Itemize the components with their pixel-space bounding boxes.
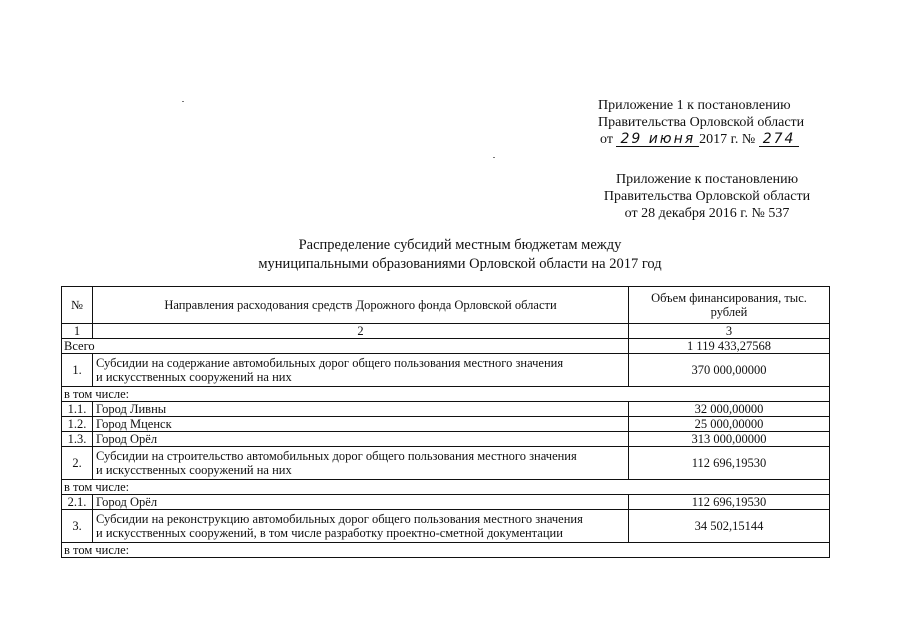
appendix-1-date-line xyxy=(598,131,804,148)
row-name-line: и искусственных сооружений, в том числе разработку проектно-сметной документации xyxy=(96,526,563,540)
subsidy-table xyxy=(61,286,830,558)
row-value: 32 000,00000 xyxy=(629,402,830,417)
table-row xyxy=(62,387,830,402)
table-header-row xyxy=(62,287,830,324)
appendix-1-block xyxy=(598,97,804,148)
header-number: № xyxy=(62,287,93,324)
row-name-line: Субсидии на реконструкцию автомобильных дорог общего пользования местного значения xyxy=(96,512,583,526)
table-row xyxy=(62,402,830,417)
table-row xyxy=(62,495,830,510)
row-name-line: и искусственных сооружений на них xyxy=(96,463,292,477)
row-number: 1.1. xyxy=(62,402,93,417)
row-name: Город Орёл xyxy=(93,432,629,447)
total-value: 1 119 433,27568 xyxy=(629,339,830,354)
row-number: 1.3. xyxy=(62,432,93,447)
appendix-1-line2: Правительства Орловской области xyxy=(598,115,805,130)
row-name: Город Ливны xyxy=(93,402,629,417)
row-value: 370 000,00000 xyxy=(629,354,830,387)
row-value: 112 696,19530 xyxy=(629,447,830,480)
row-name: Город Мценск xyxy=(93,417,629,432)
row-number: 2.1. xyxy=(62,495,93,510)
appendix-2-line2: Правительства Орловской области xyxy=(603,189,811,204)
column-number: 1 xyxy=(62,324,93,339)
row-number: 1. xyxy=(62,354,93,387)
document-title xyxy=(200,236,720,274)
header-direction: Направления расходования средств Дорожного фонда Орловской области xyxy=(93,287,629,324)
appendix-2-line1: Приложение к постановлению xyxy=(615,172,799,187)
title-line2: муниципальными образованиями Орловской области на 2017 год xyxy=(258,256,662,272)
total-row xyxy=(62,339,830,354)
row-name: Город Орёл xyxy=(93,495,629,510)
row-name xyxy=(93,447,629,480)
table-row xyxy=(62,447,830,480)
table-row xyxy=(62,354,830,387)
table-row xyxy=(62,543,830,558)
row-name-line: и искусственных сооружений на них xyxy=(96,370,292,384)
date-prefix: от xyxy=(600,132,613,147)
handwritten-number: 274 xyxy=(759,132,800,147)
column-number: 3 xyxy=(629,324,830,339)
row-name-line: Субсидии на содержание автомобильных дорог общего пользования местного значения xyxy=(96,356,564,370)
row-value: 34 502,15144 xyxy=(629,510,830,543)
date-suffix: 2017 г. № xyxy=(699,132,756,147)
row-value: 112 696,19530 xyxy=(629,495,830,510)
row-name-line: Субсидии на строительство автомобильных дорог общего пользования местного значения xyxy=(96,449,577,463)
total-label: Всего xyxy=(62,339,629,354)
handwritten-date: 29 июня xyxy=(616,132,699,147)
table-row xyxy=(62,480,830,495)
row-value: 313 000,00000 xyxy=(629,432,830,447)
table-row xyxy=(62,510,830,543)
including-label: в том числе: xyxy=(62,543,830,558)
including-label: в том числе: xyxy=(62,387,830,402)
including-label: в том числе: xyxy=(62,480,830,495)
appendix-1-line1: Приложение 1 к постановлению xyxy=(598,98,791,113)
row-number: 2. xyxy=(62,447,93,480)
column-number-row xyxy=(62,324,830,339)
row-number: 1.2. xyxy=(62,417,93,432)
scan-speck xyxy=(493,157,495,158)
appendix-2-line3: от 28 декабря 2016 г. № 537 xyxy=(624,206,790,221)
row-number: 3. xyxy=(62,510,93,543)
column-number: 2 xyxy=(93,324,629,339)
row-value: 25 000,00000 xyxy=(629,417,830,432)
row-name xyxy=(93,354,629,387)
table-row xyxy=(62,417,830,432)
row-name xyxy=(93,510,629,543)
title-line1: Распределение субсидий местным бюджетам между xyxy=(298,237,622,253)
scan-speck xyxy=(182,101,184,102)
table-row xyxy=(62,432,830,447)
appendix-2-block xyxy=(594,171,820,222)
header-volume: Объем финансирования, тыс. рублей xyxy=(629,287,830,324)
